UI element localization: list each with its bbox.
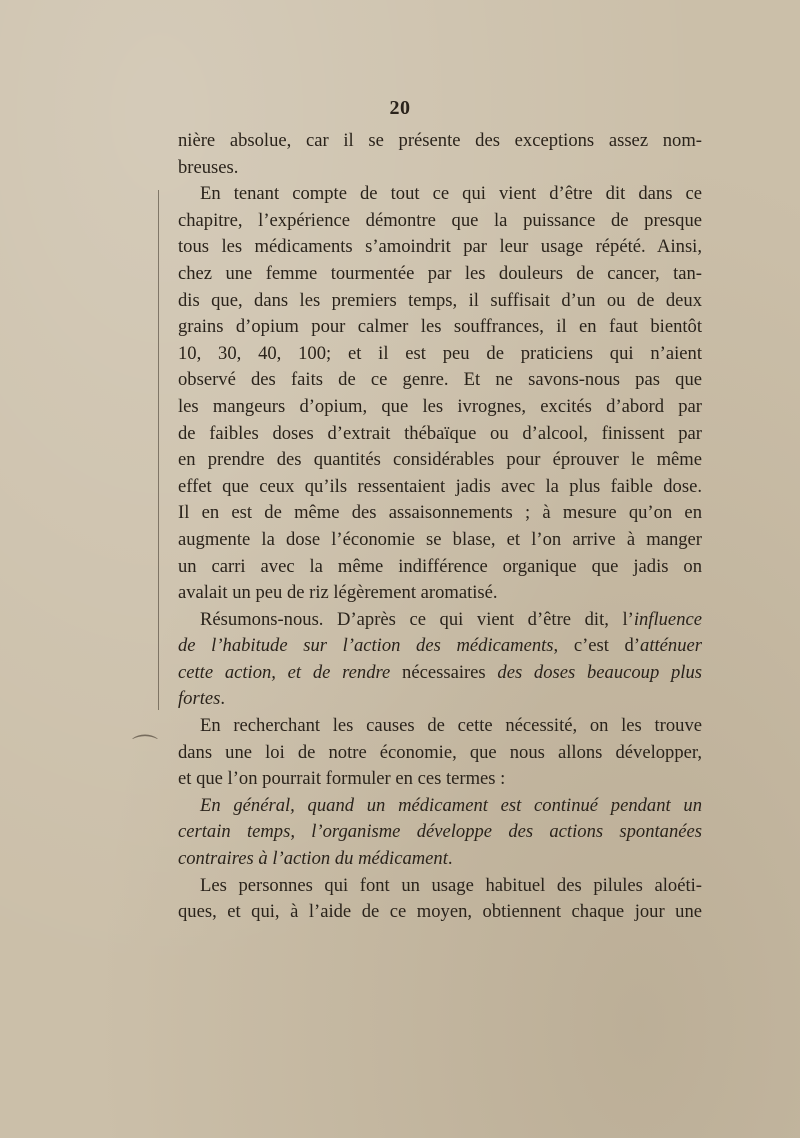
- italic-text: influence: [633, 608, 702, 630]
- text-line: [178, 128, 702, 155]
- text-line: [178, 819, 702, 846]
- text-span: 10, 30, 40, 100; et il est peu de praticiens qui n’aient: [178, 342, 702, 364]
- page-number: 20: [389, 97, 411, 119]
- text-span: augmente la dose l’économie se blase, et l’on arrive à manger: [178, 528, 702, 550]
- margin-pencil-line: [158, 190, 159, 710]
- text-span: En tenant compte de tout ce qui vient d’être dit dans ce: [200, 183, 702, 205]
- text-line: [178, 341, 702, 368]
- text-span: de faibles doses d’extrait thébaïque ou d’alcool, finissent par: [178, 422, 702, 444]
- margin-pencil-curve: ⌒: [132, 734, 159, 763]
- text-line: [178, 899, 702, 926]
- text-line: [178, 234, 702, 261]
- text-line: [178, 447, 702, 474]
- text-line: [178, 261, 702, 288]
- italic-text: contraires à l’action du médicament: [178, 848, 448, 870]
- text-line: [178, 208, 702, 235]
- text-span: Les personnes qui font un usage habituel des pilules aloéti-: [200, 874, 702, 896]
- text-span: un carri avec la même indifférence organique que jadis on: [178, 555, 702, 577]
- italic-text: cette action, et de rendre: [178, 661, 391, 683]
- text-line: [178, 766, 702, 793]
- text-span: les mangeurs d’opium, que les ivrognes, excités d’abord par: [178, 395, 702, 417]
- text-line: [178, 660, 702, 687]
- text-span: En recherchant les causes de cette nécessité, on les trouve: [200, 715, 702, 737]
- text-line: [178, 155, 702, 182]
- text-span: nière absolue, car il se présente des exceptions assez nom-: [178, 130, 702, 151]
- italic-text: En général, quand un médicament est continué pendant un: [200, 794, 702, 816]
- text-span: Résumons-nous. D’après ce qui vient d’être dit, l’: [200, 608, 634, 630]
- text-span: grains d’opium pour calmer les souffrances, il en faut bientôt: [178, 316, 702, 338]
- text-span: chapitre, l’expérience démontre que la puissance de presque: [178, 209, 702, 231]
- body-text: [178, 128, 702, 926]
- text-span: dans une loi de notre économie, que nous allons développer,: [178, 741, 702, 763]
- text-line: [178, 394, 702, 421]
- text-line: [178, 474, 702, 501]
- text-span: .: [220, 688, 226, 710]
- text-span: avalait un peu de riz légèrement aromatisé.: [178, 582, 498, 604]
- text-line: [178, 580, 702, 607]
- text-span: et que l’on pourrait formuler en ces termes :: [178, 768, 506, 790]
- text-span: tous les médicaments s’amoindrit par leur usage répété. Ainsi,: [178, 236, 702, 258]
- text-span: en prendre des quantités considérables pour éprouver le même: [178, 449, 702, 471]
- text-line: [178, 846, 702, 873]
- text-span: nécessaires: [390, 661, 498, 683]
- text-span: .: [447, 848, 453, 870]
- text-line: [178, 500, 702, 527]
- text-line: [178, 367, 702, 394]
- text-line: [178, 740, 702, 767]
- text-line: [178, 793, 702, 820]
- text-span: effet que ceux qu’ils ressentaient jadis avec la plus faible dose.: [178, 475, 702, 497]
- italic-text: des doses beaucoup plus: [497, 661, 702, 683]
- italic-text: fortes: [178, 688, 221, 710]
- text-line: [178, 288, 702, 315]
- text-line: [178, 527, 702, 554]
- text-line: [178, 873, 702, 900]
- text-span: , c’est d’: [553, 635, 641, 657]
- text-line: [178, 633, 702, 660]
- text-span: breuses.: [178, 156, 239, 178]
- text-line: [178, 713, 702, 740]
- text-span: observé des faits de ce genre. Et ne savons-nous pas que: [178, 369, 702, 391]
- text-line: [178, 181, 702, 208]
- italic-text: de l’habitude sur l’action des médicaments: [178, 635, 554, 657]
- text-span: chez une femme tourmentée par les douleurs de cancer, tan-: [178, 262, 702, 284]
- text-span: dis que, dans les premiers temps, il suffisait d’un ou de deux: [178, 289, 702, 311]
- text-span: ques, et qui, à l’aide de ce moyen, obtiennent chaque jour une: [178, 901, 702, 923]
- text-line: [178, 421, 702, 448]
- italic-text: certain temps, l’organisme développe des actions spontanées: [178, 821, 702, 843]
- text-line: [178, 607, 702, 634]
- text-line: [178, 554, 702, 581]
- italic-text: atténuer: [640, 635, 702, 657]
- text-span: Il en est de même des assaisonnements ; à mesure qu’on en: [178, 502, 702, 524]
- text-line: [178, 686, 702, 713]
- text-line: [178, 314, 702, 341]
